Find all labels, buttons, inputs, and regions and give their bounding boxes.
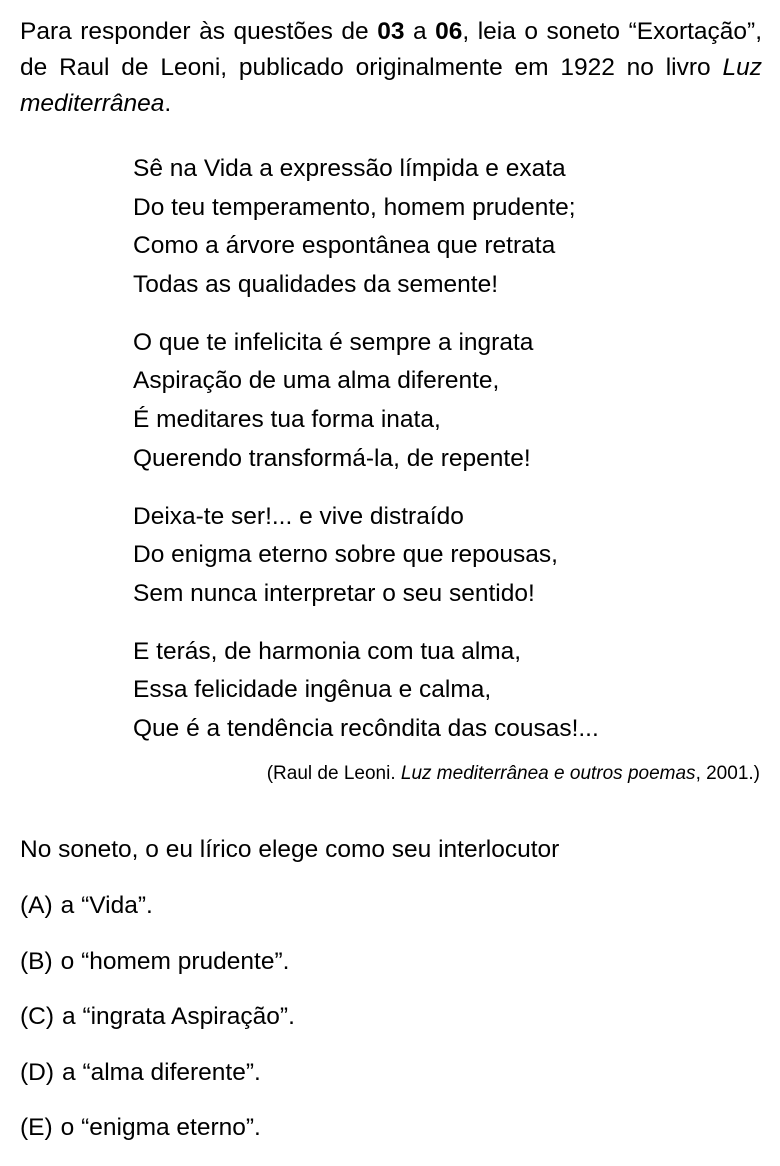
sonnet [133, 150, 599, 749]
verse-line: O que te infelicita é sempre a ingrata [133, 328, 534, 356]
option-text: a “alma diferente”. [62, 1058, 261, 1086]
option-e[interactable] [20, 1110, 295, 1166]
option-c[interactable] [20, 999, 295, 1055]
question-range-start: 03 [377, 18, 405, 45]
source-title: Luz mediterrânea e outros poemas [400, 763, 696, 784]
option-letter: (C) [20, 1003, 55, 1030]
option-letter: (D) [20, 1058, 55, 1086]
stanza-2 [133, 324, 599, 479]
verse-line: Todas as qualidades da semente! [133, 271, 499, 299]
option-letter: (A) [20, 892, 53, 919]
option-text: a “Vida”. [60, 892, 153, 919]
answer-options [20, 888, 295, 1166]
instructions-text-3: , leia o soneto “Exortação”, de Raul de Leoni, publicado originalmente em 1922 no livro [20, 18, 763, 81]
verse-line: Aspiração de uma alma diferente, [133, 367, 500, 395]
stanza-3 [133, 498, 599, 614]
option-text: o “homem prudente”. [60, 947, 290, 975]
option-b[interactable] [20, 944, 295, 1000]
source-suffix: , 2001.) [695, 763, 760, 784]
verse-line: Do enigma eterno sobre que repousas, [133, 541, 558, 569]
option-a[interactable] [20, 888, 295, 944]
option-letter: (B) [20, 947, 53, 975]
verse-line: Como a árvore espontânea que retrata [133, 232, 556, 260]
verse-line: Essa felicidade ingênua e calma, [133, 676, 492, 704]
verse-line: Sem nunca interpretar o seu sentido! [133, 579, 535, 607]
option-letter: (E) [20, 1114, 53, 1141]
instructions-text-1: Para responder às questões de [20, 18, 378, 45]
source-prefix: (Raul de Leoni. [266, 763, 401, 784]
verse-line: É meditares tua forma inata, [133, 406, 441, 434]
verse-line: Do teu temperamento, homem prudente; [133, 193, 576, 221]
option-text: o “enigma eterno”. [60, 1114, 261, 1141]
question-stem: No soneto, o eu lírico elege como seu interlocutor [20, 836, 560, 863]
option-text: a “ingrata Aspiração”. [62, 1003, 295, 1030]
verse-line: Sê na Vida a expressão límpida e exata [133, 155, 566, 182]
stanza-1 [133, 150, 599, 305]
instructions-paragraph [20, 14, 762, 122]
question-range-end: 06 [435, 18, 463, 45]
verse-line: E terás, de harmonia com tua alma, [133, 637, 522, 665]
instructions-text-4: . [164, 90, 172, 117]
book-title: Luz mediterrânea [20, 54, 762, 117]
poem-source-citation [267, 760, 760, 788]
stanza-4 [133, 633, 599, 749]
instructions-text-2: a [404, 18, 436, 45]
verse-line: Deixa-te ser!... e vive distraído [133, 502, 464, 530]
option-d[interactable] [20, 1055, 295, 1111]
verse-line: Querendo transformá-la, de repente! [133, 444, 531, 472]
verse-line: Que é a tendência recôndita das cousas!... [133, 714, 599, 742]
